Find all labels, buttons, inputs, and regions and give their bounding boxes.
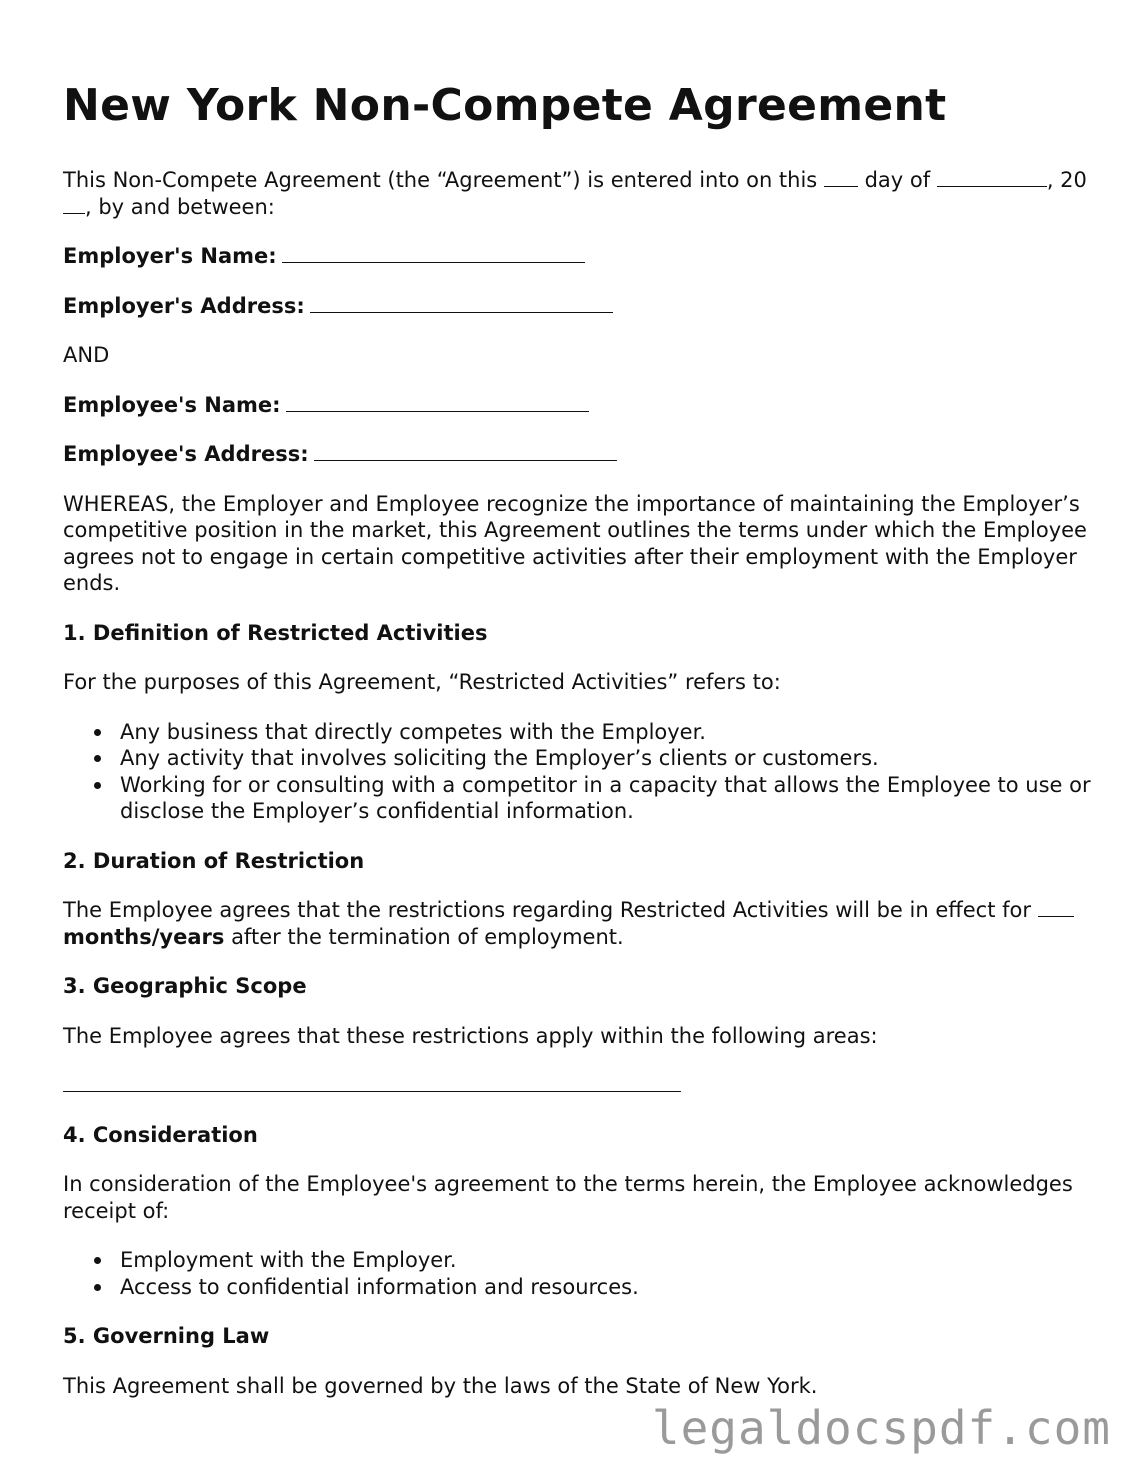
and-text: AND — [63, 343, 110, 367]
intro-text-start: This Non-Compete Agreement (the “Agreement”) is entered into on this — [63, 168, 824, 192]
agreement-document — [63, 78, 1093, 1422]
employer-name-label: Employer's Name: — [63, 244, 277, 268]
day-blank[interactable] — [824, 167, 858, 187]
employee-address-blank[interactable] — [314, 441, 617, 461]
section-3-text: The Employee agrees that these restrictions apply within the following areas: — [63, 1023, 878, 1048]
list-item: Access to confidential information and resources. — [120, 1274, 1093, 1301]
whereas-paragraph: WHEREAS, the Employer and Employee recognize the importance of maintaining the Employer’s competitive position in the market, this Agreement outlines the terms under which the Employee agrees not to engage in certain competitive activities after their employment with the Employer ends. — [63, 491, 1087, 595]
list-item: Any business that directly competes with the Employer. — [120, 719, 1093, 746]
duration-unit: months/years — [63, 924, 225, 949]
geographic-area-row — [63, 1072, 1093, 1099]
list-item: Working for or consulting with a competitor in a capacity that allows the Employee to use or disclose the Employer’s confidential information. — [120, 772, 1093, 825]
intro-by-between: , by and between: — [85, 194, 275, 219]
list-item: Any activity that involves soliciting the Employer’s clients or customers. — [120, 745, 1093, 772]
section-4-heading: 4. Consideration — [63, 1122, 258, 1147]
employer-name-row — [63, 243, 1093, 270]
duration-text-end: after the termination of employment. — [224, 924, 624, 949]
employee-name-blank[interactable] — [286, 392, 589, 412]
geographic-area-blank[interactable] — [63, 1072, 681, 1092]
section-5-text: This Agreement shall be governed by the laws of the State of New York. — [63, 1373, 818, 1398]
watermark: legaldocspdf.com — [651, 1401, 1111, 1455]
section-1-intro: For the purposes of this Agreement, “Restricted Activities” refers to: — [63, 670, 781, 694]
employer-address-blank[interactable] — [310, 293, 613, 313]
section-2-heading: 2. Duration of Restriction — [63, 848, 365, 873]
consideration-list — [63, 1247, 1093, 1300]
section-4-text: In consideration of the Employee's agreement to the terms herein, the Employee acknowledges receipt of: — [63, 1172, 1073, 1223]
year-blank[interactable] — [63, 194, 85, 214]
list-item: Employment with the Employer. — [120, 1247, 1093, 1274]
month-blank[interactable] — [937, 167, 1047, 187]
intro-day-of: day of — [857, 168, 937, 192]
intro-comma-20: , 20 — [1046, 168, 1087, 192]
employer-address-row — [63, 293, 1093, 320]
section-5-heading: 5. Governing Law — [63, 1324, 270, 1348]
duration-text-start: The Employee agrees that the restrictions regarding Restricted Activities will be in effect for — [63, 898, 1038, 922]
document-title: New York Non-Compete Agreement — [63, 80, 947, 131]
restricted-activities-list — [63, 719, 1093, 825]
employee-address-label: Employee's Address: — [63, 442, 309, 466]
intro-paragraph — [63, 167, 1093, 220]
employee-name-row — [63, 392, 1093, 419]
employer-address-label: Employer's Address: — [63, 293, 305, 318]
section-3-heading: 3. Geographic Scope — [63, 974, 307, 998]
duration-blank[interactable] — [1038, 897, 1074, 917]
employee-address-row — [63, 441, 1093, 468]
employee-name-label: Employee's Name: — [63, 392, 281, 417]
section-1-heading: 1. Definition of Restricted Activities — [63, 620, 488, 645]
section-2-text — [63, 897, 1093, 950]
employer-name-blank[interactable] — [282, 243, 585, 263]
